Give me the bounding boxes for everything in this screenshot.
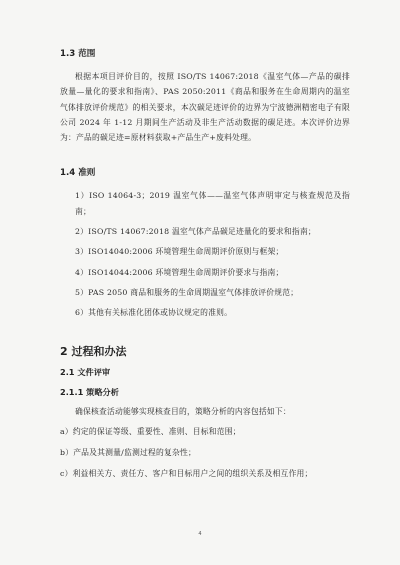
strategy-item: c）利益相关方、责任方、客户和目标用户之间的组织关系及相互作用；	[60, 469, 313, 479]
section-2-1-heading: 2.1 文件评审	[60, 366, 111, 377]
section-1-4-heading: 1.4 准则	[60, 168, 96, 179]
criteria-item: 5）PAS 2050 商品和服务的生命周期温室气体排放评价规范；	[75, 287, 299, 297]
criteria-item: 1）ISO 14064-3；2019 温室气体——温室气体声明审定与核查规范及指南；	[75, 191, 350, 216]
section-2-1-1-heading: 2.1.1 策略分析	[60, 386, 119, 397]
page-content	[60, 48, 350, 488]
criteria-item: 3）ISO14040:2006 环境管理生命周期评价原则与框架；	[75, 247, 284, 257]
strategy-item: b）产品及其测量/监测过程的复杂性；	[60, 448, 196, 458]
criteria-item: 4）ISO14044:2006 环境管理生命周期评价要求与指南；	[75, 267, 284, 277]
strategy-intro: 确保核查活动能够实现核查目的，策略分析的内容包括如下：	[75, 406, 291, 416]
criteria-item: 2）ISO/TS 14067:2018 温室气体产品碳足迹量化的要求和指南；	[75, 227, 316, 237]
section-2-heading: 2 过程和办法	[60, 344, 127, 358]
page-number: 4	[198, 531, 202, 537]
section-1-3-heading: 1.3 范围	[60, 49, 96, 59]
criteria-item: 6）其他有关标准化团体或协议规定的准则。	[75, 308, 233, 318]
section-1-3-paragraph: 根据本项目评价目的，按照 ISO/TS 14067:2018《温室气体—产品的碳排放量—量化的要求和指南》、PAS 2050:2011《商品和服务在生命周期内的温室气体排放评价规范》的相关要求，本次碳足迹评价的边界为宁波德洲精密电子有限公司 2024 年 1-12 月期间生产活动及非生产活动数据的碳足迹。本次评价边界为：产品的碳足迹=原材料获取+产品生产+废料处理。	[60, 72, 350, 143]
criteria-list	[60, 188, 350, 320]
strategy-item: a）约定的保证等级、重要性、准则、目标和范围；	[60, 426, 241, 436]
